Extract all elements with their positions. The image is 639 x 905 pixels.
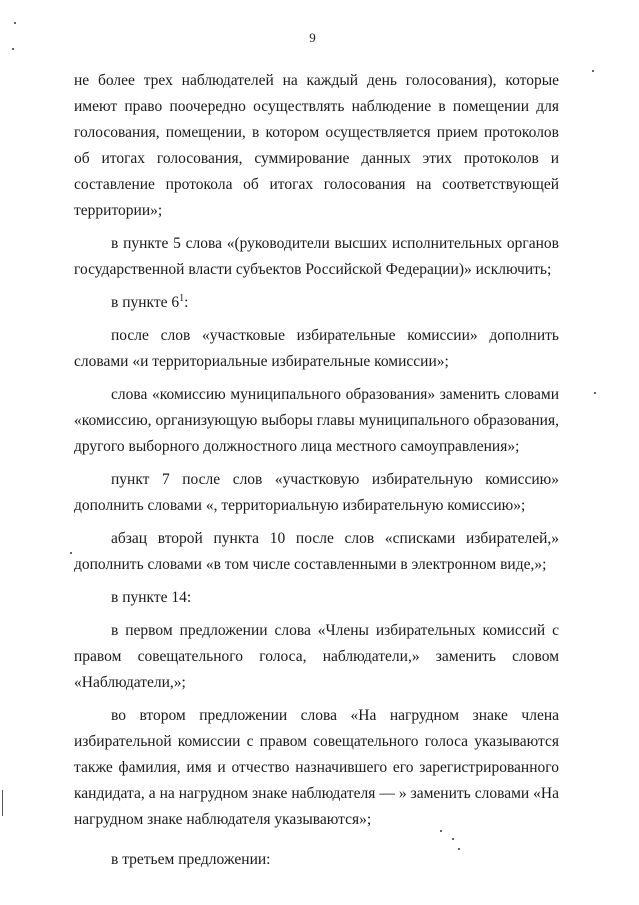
- paragraph-5: слова «комиссию муниципального образования» заменить словами «комиссию, организующую выборы главы муниципального образования, другого выборного должностного лица местного самоуправления»;: [74, 386, 559, 455]
- paragraph-4: после слов «участковые избирательные комиссии» дополнить словами «и территориальные избирательные комиссии»;: [74, 327, 559, 370]
- paragraph-9: в первом предложении слова «Члены избирательных комиссий с правом совещательного голоса, наблюдатели,» заменить словом «Наблюдатели,»;: [74, 622, 559, 691]
- paragraph-3-colon: :: [184, 294, 189, 311]
- scan-speck: [12, 48, 14, 50]
- page-number: 9: [309, 30, 316, 45]
- superscript: 1: [179, 292, 185, 304]
- paragraph-3-text: в пункте 6: [111, 294, 180, 311]
- document-body: [74, 68, 559, 873]
- scan-speck: [452, 838, 454, 840]
- paragraph-3: [74, 290, 559, 316]
- scan-speck: [592, 70, 594, 72]
- paragraph-2: в пункте 5 слова «(руководители высших исполнительных органов государственной власти субъектов Российской Федерации)» исключить;: [74, 235, 559, 278]
- scan-speck: [14, 22, 16, 24]
- paragraph-6: пункт 7 после слов «участковую избирательную комиссию» дополнить словами «, территориальную избирательную комиссию»;: [74, 471, 559, 514]
- scan-speck: [70, 552, 72, 554]
- paragraph-7: абзац второй пункта 10 после слов «списками избирателей,» дополнить словами «в том числе составленными в электронном виде,»;: [74, 530, 559, 573]
- scan-edge-line: [2, 790, 3, 816]
- scan-speck: [440, 830, 442, 832]
- paragraph-11: в третьем предложении:: [111, 851, 271, 868]
- scan-speck: [458, 848, 460, 850]
- paragraph-10: во втором предложении слова «На нагрудном знаке члена избирательной комиссии с правом совещательного голоса указываются также фамилия, имя и отчество назначившего его зарегистрированного кандидата, а на нагрудном знаке наблюдателя — » заменить словами «На нагрудном знаке наблюдателя указываются»;: [74, 707, 559, 828]
- paragraph-8: в пункте 14:: [111, 589, 192, 606]
- scan-speck: [594, 392, 596, 394]
- paragraph-1: не более трех наблюдателей на каждый день голосования), которые имеют право поочередно осуществлять наблюдение в помещении для голосования, помещении, в котором осуществляется прием протоколов об итогах голосования, суммирование данных этих протоколов и составление протокола об итогах голосования на соответствующей территории»;: [74, 72, 559, 219]
